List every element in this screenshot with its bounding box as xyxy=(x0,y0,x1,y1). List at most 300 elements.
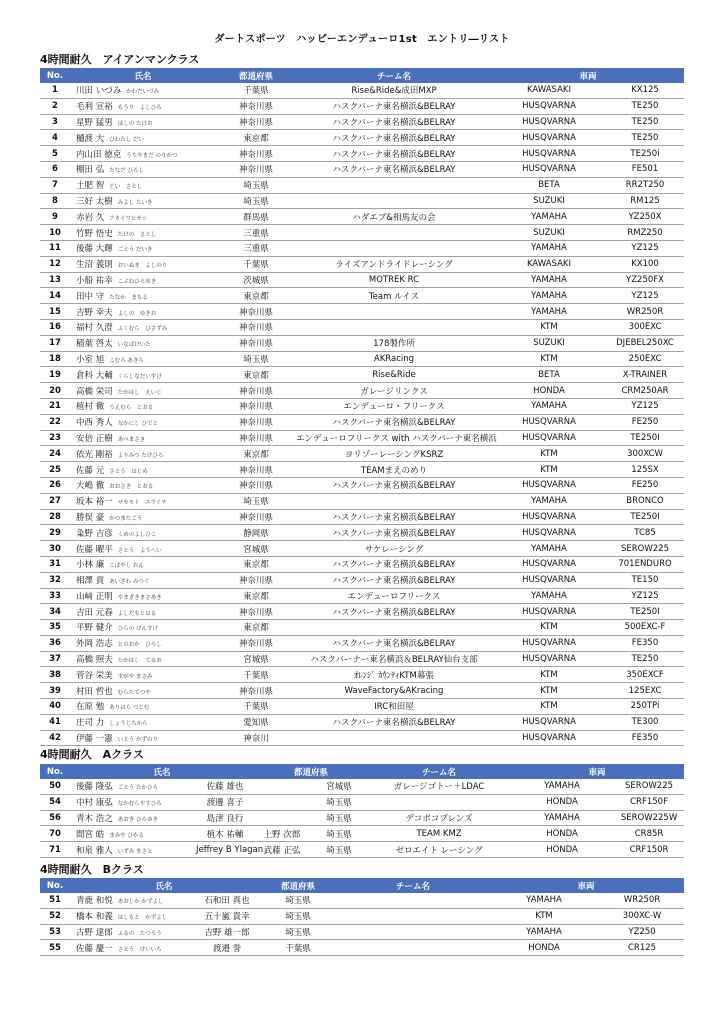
vehicle-maker: HONDA xyxy=(510,794,614,810)
vehicle-maker: SUZUKI xyxy=(492,193,606,209)
prefecture: 千葉県 xyxy=(216,699,296,715)
vehicle-model: 300XCW xyxy=(606,446,684,462)
rider-name-reading: ありはら つとむ xyxy=(109,705,150,712)
table-row xyxy=(40,635,684,651)
vehicle-model: WR250R xyxy=(600,893,684,908)
vehicle-model: TE250 xyxy=(606,130,684,146)
team-name: ハスクバーナ東名横浜&BELRAY xyxy=(296,509,492,525)
rider-name-2: 石和田 真也 xyxy=(196,893,258,908)
rider-name: 平野 健介 xyxy=(76,623,113,634)
entry-number: 29 xyxy=(40,525,70,541)
rider-name: 大嶋 徹 xyxy=(76,481,105,492)
prefecture: 埼玉県 xyxy=(310,794,368,810)
entry-number: 50 xyxy=(40,779,70,794)
rider-name: 伊藤 一憲 xyxy=(76,734,113,745)
rider-name-reading: なかむらやすひろ xyxy=(117,801,162,808)
rider-name: 間宮 皓 xyxy=(76,829,105,840)
vehicle-model: BRONCO xyxy=(606,493,684,509)
vehicle-maker: KTM xyxy=(492,667,606,683)
vehicle-model: FE250 xyxy=(606,414,684,430)
table-row xyxy=(40,351,684,367)
vehicle-maker: YAMAHA xyxy=(492,541,606,557)
document-title: ダートスポーツ ハッピーエンデューロ1st エントリ―リスト xyxy=(214,34,510,45)
vehicle-model: TE250I xyxy=(606,509,684,525)
rider-name-cell xyxy=(70,794,196,810)
table-row xyxy=(40,588,684,604)
rider-name-cell xyxy=(70,398,216,414)
rider-name: 倉科 大輔 xyxy=(76,370,113,381)
table-row xyxy=(40,256,684,272)
rider-name-reading: たかはし えいじ xyxy=(117,389,162,396)
rider-name-reading: くらしなだいすけ xyxy=(117,373,162,380)
b-class-entry-table xyxy=(40,878,684,956)
vehicle-model: YZ125 xyxy=(606,240,684,256)
vehicle-model: TE250I xyxy=(606,604,684,620)
prefecture: 神奈川県 xyxy=(216,509,296,525)
vehicle-model: YZ250 xyxy=(600,924,684,940)
rider-name: 中村 康弘 xyxy=(76,798,113,809)
entry-number: 34 xyxy=(40,604,70,620)
vehicle-maker: HUSQVARNA xyxy=(492,572,606,588)
table-row xyxy=(40,240,684,256)
prefecture: 神奈川県 xyxy=(216,98,296,114)
rider-name-cell xyxy=(70,667,216,683)
vehicle-maker: YAMAHA xyxy=(488,924,600,940)
vehicle-model: CR85R xyxy=(614,826,684,842)
vehicle-model: YZ125 xyxy=(606,588,684,604)
table-row xyxy=(40,893,684,908)
team-name: ハスクバーナ東名横浜&BELRAY xyxy=(296,146,492,162)
header-name: 氏名 xyxy=(70,878,258,893)
vehicle-maker: HUSQVARNA xyxy=(492,525,606,541)
vehicle-model: CRF150R xyxy=(614,842,684,858)
vehicle-maker: KTM xyxy=(492,683,606,699)
vehicle-maker: HUSQVARNA xyxy=(492,604,606,620)
entry-number: 37 xyxy=(40,651,70,667)
vehicle-model: TE250I xyxy=(606,430,684,446)
rider-name-cell xyxy=(70,319,216,335)
rider-name-reading: あいざわ みつぐ xyxy=(109,579,150,586)
header-no: No. xyxy=(40,764,70,779)
table-header-row xyxy=(40,764,684,779)
team-name: エンデューロ・フリークス xyxy=(296,398,492,414)
table-row xyxy=(40,319,684,335)
rider-name-cell xyxy=(70,699,216,715)
table-row xyxy=(40,272,684,288)
prefecture: 宮城県 xyxy=(310,779,368,794)
rider-name-cell xyxy=(70,272,216,288)
header-name: 氏名 xyxy=(70,68,216,83)
entry-number: 23 xyxy=(40,430,70,446)
section-title-a-class: 4時間耐久 Aクラス xyxy=(40,748,144,761)
table-row xyxy=(40,304,684,320)
a-class-entry-table xyxy=(40,764,684,858)
rider-name-cell xyxy=(70,714,216,730)
team-name: ライズアンドライドレーシング xyxy=(296,256,492,272)
rider-name: 生沼 義則 xyxy=(76,260,113,271)
entry-number: 38 xyxy=(40,667,70,683)
prefecture: 千葉県 xyxy=(216,667,296,683)
rider-name: 吉野 幸夫 xyxy=(76,307,113,318)
table-row xyxy=(40,209,684,225)
vehicle-maker: HUSQVARNA xyxy=(492,635,606,651)
ironman-entry-table xyxy=(40,68,684,746)
prefecture: 神奈川県 xyxy=(216,604,296,620)
table-row xyxy=(40,556,684,572)
entry-number: 71 xyxy=(40,842,70,858)
entry-number: 17 xyxy=(40,335,70,351)
rider-name: 竹野 悟史 xyxy=(76,228,113,239)
rider-name-reading: まみや ひかる xyxy=(109,832,144,839)
team-name xyxy=(338,940,488,956)
prefecture: 埼玉県 xyxy=(310,842,368,858)
vehicle-model: 250EXC xyxy=(606,351,684,367)
rider-name-cell xyxy=(70,351,216,367)
prefecture: 神奈川県 xyxy=(216,319,296,335)
vehicle-model: FE350 xyxy=(606,635,684,651)
table-row xyxy=(40,367,684,383)
vehicle-model: X-TRAINER xyxy=(606,367,684,383)
rider-name-reading: いなばけいた xyxy=(117,342,151,349)
team-name: ハスクバーナー東名横浜＆BELRAY仙台支部 xyxy=(296,651,492,667)
prefecture: 東京都 xyxy=(216,446,296,462)
rider-name-reading: むらたてつや xyxy=(117,689,151,696)
prefecture: 東京都 xyxy=(216,130,296,146)
vehicle-model: CRF150F xyxy=(614,794,684,810)
table-row xyxy=(40,493,684,509)
team-name: Rise&Ride&成田MXP xyxy=(296,83,492,98)
vehicle-model: TE150 xyxy=(606,572,684,588)
rider-name: 吉田 元春 xyxy=(76,607,113,618)
prefecture: 神奈川県 xyxy=(216,635,296,651)
rider-name-reading: さとう はじめ xyxy=(109,468,148,475)
team-name: ガレージリンクス xyxy=(296,383,492,399)
rider-name: 佐藤 元 xyxy=(76,465,105,476)
rider-name: 安倍 正樹 xyxy=(76,433,113,444)
rider-name-reading: ひらの けんすけ xyxy=(117,626,158,633)
team-name: サケレーシング xyxy=(296,541,492,557)
rider-name: 坂本 裕一 xyxy=(76,497,113,508)
rider-name-reading: さとう ようへい xyxy=(117,547,162,554)
prefecture: 宮城県 xyxy=(216,651,296,667)
team-name xyxy=(296,225,492,241)
vehicle-maker: HONDA xyxy=(510,842,614,858)
table-row xyxy=(40,146,684,162)
prefecture: 埼玉県 xyxy=(310,810,368,826)
rider-name-reading: みよし たいき xyxy=(117,199,153,206)
prefecture: 神奈川県 xyxy=(216,114,296,130)
vehicle-maker: BETA xyxy=(492,367,606,383)
vehicle-maker: HUSQVARNA xyxy=(492,714,606,730)
team-name: 178製作所 xyxy=(296,335,492,351)
prefecture: 千葉県 xyxy=(216,256,296,272)
prefecture: 神奈川県 xyxy=(216,335,296,351)
rider-name-2: Jeffrey B Ylagan xyxy=(196,842,254,858)
rider-name-cell xyxy=(70,730,216,746)
rider-name-reading: ふくむら ひさずみ xyxy=(117,326,168,333)
vehicle-maker: KTM xyxy=(492,699,606,715)
rider-name-cell xyxy=(70,83,216,98)
rider-name-cell xyxy=(70,556,216,572)
vehicle-maker: YAMAHA xyxy=(492,304,606,320)
rider-name: 後藤 隆弘 xyxy=(76,782,113,793)
vehicle-maker: YAMAHA xyxy=(492,493,606,509)
rider-name: 中西 秀人 xyxy=(76,418,113,429)
vehicle-maker: SUZUKI xyxy=(492,225,606,241)
rider-name: 佐藤 曜平 xyxy=(76,544,113,555)
entry-number: 13 xyxy=(40,272,70,288)
table-row xyxy=(40,130,684,146)
vehicle-maker: YAMAHA xyxy=(492,272,606,288)
rider-name-cell xyxy=(70,430,216,446)
rider-name-reading: よしだもとはる xyxy=(117,610,157,617)
rider-name-reading: よしの ゆきお xyxy=(117,310,157,317)
rider-name-reading: よりみつ たけひろ xyxy=(117,452,164,459)
rider-name: 依光 剛裕 xyxy=(76,449,113,460)
prefecture: 三重県 xyxy=(216,225,296,241)
vehicle-model: RM125 xyxy=(606,193,684,209)
team-name: ハスクバーナ東名横浜&BELRAY xyxy=(296,114,492,130)
vehicle-maker: HUSQVARNA xyxy=(492,98,606,114)
rider-name: 青鹿 和悦 xyxy=(76,896,113,907)
rider-name-reading: あおしか かずよし xyxy=(117,899,164,906)
team-name: ハスクバーナ東名横浜&BELRAY xyxy=(296,98,492,114)
rider-name-cell xyxy=(70,383,216,399)
rider-name-reading: こぶねひろゆき xyxy=(117,278,157,285)
team-name: デコボコブレンズ xyxy=(368,810,510,826)
vehicle-model: FE501 xyxy=(606,161,684,177)
rider-name: 田中 守 xyxy=(76,291,105,302)
rider-name-2: 渡邊 喜子 xyxy=(196,794,254,810)
entry-number: 10 xyxy=(40,225,70,241)
prefecture: 神奈川県 xyxy=(216,414,296,430)
entry-number: 20 xyxy=(40,383,70,399)
rider-name: 相澤 貢 xyxy=(76,576,105,587)
rider-name: 三好 太樹 xyxy=(76,196,113,207)
prefecture: 神奈川県 xyxy=(216,462,296,478)
team-name xyxy=(296,319,492,335)
vehicle-maker: HUSQVARNA xyxy=(492,114,606,130)
rider-name: 佐藤 慶一 xyxy=(76,943,113,954)
rider-name-reading: おいぬま よしのり xyxy=(117,263,168,270)
vehicle-maker: HUSQVARNA xyxy=(492,651,606,667)
vehicle-maker: HUSQVARNA xyxy=(492,161,606,177)
rider-name: 稲葉 啓太 xyxy=(76,339,113,350)
rider-name-reading: はしもと かずよし xyxy=(117,915,168,922)
vehicle-maker: YAMAHA xyxy=(510,779,614,794)
header-prefecture: 都道府県 xyxy=(216,68,296,83)
vehicle-maker: YAMAHA xyxy=(488,893,600,908)
rider-name-reading: さとう けいいち xyxy=(117,946,162,953)
rider-name: 小林 廉 xyxy=(76,560,105,571)
rider-name: 菅谷 栄美 xyxy=(76,670,113,681)
rider-name-2: 佐藤 雄也 xyxy=(196,779,254,794)
entry-number: 70 xyxy=(40,826,70,842)
rider-name: 福村 久澄 xyxy=(76,323,113,334)
prefecture: 千葉県 xyxy=(258,940,338,956)
rider-name-cell xyxy=(70,493,216,509)
section-title-b-class: 4時間耐久 Bクラス xyxy=(40,863,144,876)
rider-name-3: 上野 次郎 xyxy=(254,826,310,842)
table-row xyxy=(40,430,684,446)
team-name: ハスクバーナ東名横浜&BELRAY xyxy=(296,714,492,730)
table-row xyxy=(40,414,684,430)
vehicle-model: YZ250FX xyxy=(606,272,684,288)
prefecture: 東京都 xyxy=(216,620,296,636)
rider-name: 毛利 宣裕 xyxy=(76,102,113,113)
rider-name: 小船 祐幸 xyxy=(76,275,113,286)
rider-name: 川田 いづみ xyxy=(76,86,122,97)
rider-name-reading: こばやし れん xyxy=(109,563,144,570)
rider-name-cell xyxy=(70,367,216,383)
vehicle-maker: BETA xyxy=(492,177,606,193)
entry-number: 54 xyxy=(40,794,70,810)
prefecture: 埼玉県 xyxy=(216,351,296,367)
entry-number: 30 xyxy=(40,541,70,557)
rider-name-reading: なかにし ひでと xyxy=(117,421,158,428)
team-name: ハスクバーナ東名横浜&BELRAY xyxy=(296,572,492,588)
rider-name-reading: もうり よしひろ xyxy=(117,105,162,112)
vehicle-model: 701ENDURO xyxy=(606,556,684,572)
team-name: ハスクバーナ東名横浜&BELRAY xyxy=(296,525,492,541)
table-row xyxy=(40,398,684,414)
prefecture: 埼玉県 xyxy=(216,493,296,509)
rider-name-cell xyxy=(70,414,216,430)
entry-number: 41 xyxy=(40,714,70,730)
rider-name-cell xyxy=(70,114,216,130)
header-name: 氏名 xyxy=(70,764,254,779)
prefecture: 神奈川県 xyxy=(216,572,296,588)
header-prefecture: 都道府県 xyxy=(258,878,338,893)
rider-name-reading: ほしの たけお xyxy=(117,120,153,127)
rider-name-cell xyxy=(70,161,216,177)
rider-name-reading: あべまさき xyxy=(117,436,146,443)
vehicle-maker: KTM xyxy=(488,908,600,924)
entry-number: 26 xyxy=(40,477,70,493)
table-row xyxy=(40,842,684,858)
table-row xyxy=(40,177,684,193)
rider-name: 庄司 力 xyxy=(76,718,105,729)
vehicle-maker: YAMAHA xyxy=(492,398,606,414)
header-no: No. xyxy=(40,68,70,83)
entry-number: 28 xyxy=(40,509,70,525)
entry-number: 14 xyxy=(40,288,70,304)
table-row xyxy=(40,924,684,940)
prefecture: 東京都 xyxy=(216,588,296,604)
rider-name-reading: たなか まもる xyxy=(109,294,148,301)
table-row xyxy=(40,730,684,746)
vehicle-model: SEROW225W xyxy=(614,810,684,826)
rider-name: 青木 浩之 xyxy=(76,813,113,824)
rider-name-2: 島津 良行 xyxy=(196,810,254,826)
team-name: Team ルイス xyxy=(296,288,492,304)
vehicle-maker: HUSQVARNA xyxy=(492,556,606,572)
team-name xyxy=(296,730,492,746)
rider-name: 後藤 大輝 xyxy=(76,244,113,255)
prefecture: 宮城県 xyxy=(216,541,296,557)
entry-number: 31 xyxy=(40,556,70,572)
table-row xyxy=(40,161,684,177)
table-row xyxy=(40,940,684,956)
prefecture: 群馬県 xyxy=(216,209,296,225)
prefecture: 三重県 xyxy=(216,240,296,256)
rider-name-reading: いずみ まさと xyxy=(117,848,153,855)
team-name: ゼロエイト レーシング xyxy=(368,842,510,858)
header-prefecture: 都道府県 xyxy=(254,764,368,779)
team-name: ハスクバーナ東名横浜&BELRAY xyxy=(296,556,492,572)
rider-name-cell xyxy=(70,651,216,667)
rider-name-reading: とのおか ひろし xyxy=(117,642,162,649)
rider-name-cell xyxy=(70,477,216,493)
rider-name-cell xyxy=(70,525,216,541)
team-name xyxy=(296,193,492,209)
rider-name-cell xyxy=(70,779,196,794)
vehicle-maker: HUSQVARNA xyxy=(492,730,606,746)
vehicle-model: 300EXC xyxy=(606,319,684,335)
rider-name: 内山田 徳克 xyxy=(76,149,122,160)
vehicle-model: TE250 xyxy=(606,98,684,114)
rider-name-2: 吉野 雄一郎 xyxy=(196,924,258,940)
rider-name-cell xyxy=(70,940,196,956)
vehicle-model: 125SX xyxy=(606,462,684,478)
team-name xyxy=(296,240,492,256)
rider-name: 村田 哲也 xyxy=(76,686,113,697)
prefecture: 東京都 xyxy=(216,288,296,304)
header-vehicle: 車両 xyxy=(488,878,684,893)
rider-name-reading: ごとう だいき xyxy=(117,247,153,254)
rider-name: 粂野 吉彦 xyxy=(76,528,113,539)
entry-number: 8 xyxy=(40,193,70,209)
entry-number: 12 xyxy=(40,256,70,272)
entry-number: 15 xyxy=(40,304,70,320)
rider-name-reading: やまざきまさあき xyxy=(117,594,162,601)
header-vehicle: 車両 xyxy=(510,764,684,779)
rider-name: 橋本 和義 xyxy=(76,912,113,923)
entry-number: 27 xyxy=(40,493,70,509)
rider-name: 棚田 弘 xyxy=(76,165,105,176)
prefecture: 東京都 xyxy=(216,556,296,572)
entry-number: 18 xyxy=(40,351,70,367)
rider-name-cell xyxy=(70,130,216,146)
rider-name-cell xyxy=(70,924,196,940)
prefecture: 東京都 xyxy=(216,367,296,383)
prefecture: 神奈川県 xyxy=(216,146,296,162)
vehicle-maker: HUSQVARNA xyxy=(492,130,606,146)
prefecture: 神奈川県 xyxy=(216,383,296,399)
rider-name-cell xyxy=(70,572,216,588)
rider-name-cell xyxy=(70,193,216,209)
entry-number: 53 xyxy=(40,924,70,940)
vehicle-model: 250TPi xyxy=(606,699,684,715)
team-name xyxy=(338,908,488,924)
rider-name: 和泉 雅人 xyxy=(76,845,113,856)
vehicle-model: TC85 xyxy=(606,525,684,541)
vehicle-model: TE300 xyxy=(606,714,684,730)
team-name xyxy=(368,794,510,810)
rider-name-cell xyxy=(70,826,196,842)
rider-name-3 xyxy=(254,779,310,794)
table-row xyxy=(40,667,684,683)
entry-number: 40 xyxy=(40,699,70,715)
vehicle-maker: YAMAHA xyxy=(492,209,606,225)
rider-name: 土肥 智 xyxy=(76,181,105,192)
team-name: TEAM KMZ xyxy=(368,826,510,842)
rider-name-cell xyxy=(70,225,216,241)
rider-name-reading: すがや まさみ xyxy=(117,673,153,680)
vehicle-maker: HUSQVARNA xyxy=(492,509,606,525)
table-row xyxy=(40,779,684,794)
rider-name: 古野 達郎 xyxy=(76,927,113,938)
